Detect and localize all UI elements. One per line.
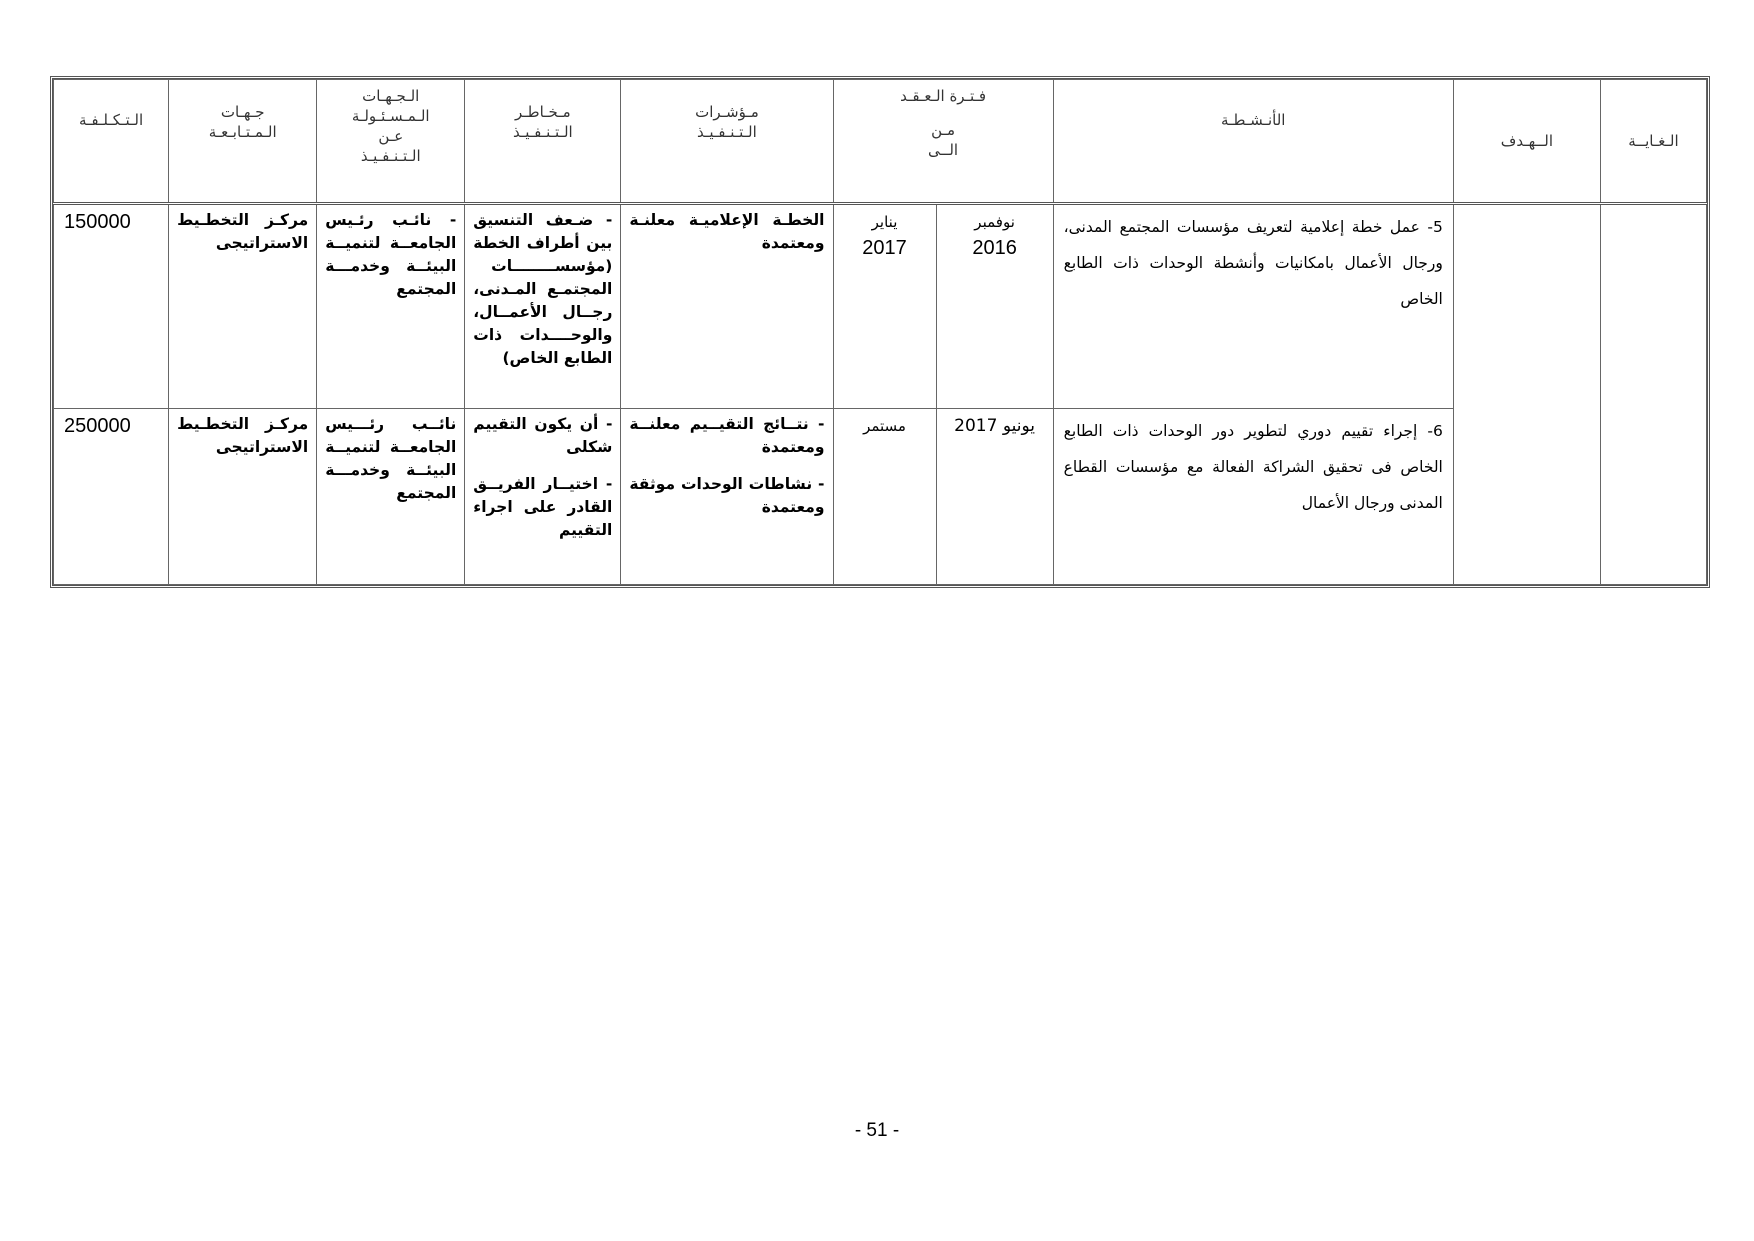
header-risks-line2: الـتـنـفـيـذ — [512, 123, 573, 141]
objective-cell — [1453, 204, 1600, 585]
header-period-title: فـتـرة الـعـقـد — [900, 87, 987, 105]
indicator-text: الخطـة الإعلاميـة معلنـة ومعتمدة — [629, 211, 825, 252]
header-responsible-line4: الـتـنـفـيـذ — [360, 147, 421, 165]
period-to-cell — [833, 409, 936, 585]
header-responsible-line3: عـن — [378, 127, 404, 145]
risk-text: - ضـعف التنسيق بين أطراف الخطة (مؤسســــــــات المجتمـع المـدنى، رجــال الأعمــال، والوحــــدات ذات الطابع الخاص) — [473, 211, 613, 367]
cost-cell: 150000 — [54, 204, 169, 409]
indicators-cell — [621, 204, 833, 409]
responsible-cell: نائــب رئـــيس الجامعــة لتنميــة البيئــة وخدمـــة المجتمع — [317, 409, 465, 585]
plan-table — [53, 79, 1707, 585]
header-period — [833, 80, 1053, 204]
risk-text: - أن يكون التقييم شكلى — [473, 415, 613, 456]
header-responsible — [317, 80, 465, 204]
risks-cell — [465, 409, 621, 585]
header-row — [54, 80, 1707, 204]
activity-cell: 5- عمل خطة إعلامية لتعريف مؤسسات المجتمع المدنى، ورجال الأعمال بامكانيات وأنشطة الوحدات ذات الطابع الخاص — [1053, 204, 1453, 409]
header-followup — [169, 80, 317, 204]
header-objective: الــهـدف — [1453, 80, 1600, 204]
header-risks-line1: مـخـاطـر — [514, 103, 571, 121]
period-to-year: 2017 — [862, 237, 907, 259]
indicators-cell — [621, 409, 833, 585]
period-to-month: مستمر — [863, 417, 906, 435]
responsible-cell: - نائـب رئـيس الجامعــة لتنميــة البيئــة وخدمـــة المجتمع — [317, 204, 465, 409]
period-from-cell — [936, 204, 1053, 409]
risk-text: - اختيــار الفريــق القادر على اجراء التقييم — [473, 475, 613, 539]
header-risks — [465, 80, 621, 204]
header-period-to: الــى — [928, 141, 959, 159]
indicator-text: - نتــائج التقيــيم معلنــة ومعتمدة — [629, 415, 825, 456]
header-indicators — [621, 80, 833, 204]
goal-cell — [1600, 204, 1706, 585]
period-to-cell — [833, 204, 936, 409]
header-goal: الـغـايــة — [1600, 80, 1706, 204]
header-responsible-line1: الـجـهـات — [362, 87, 420, 105]
period-from-month: يونيو 2017 — [954, 416, 1035, 436]
header-indicators-line2: الـتـنـفـيـذ — [697, 123, 757, 141]
period-from-year: 2016 — [972, 237, 1017, 259]
indicator-text: - نشاطات الوحدات موثقة ومعتمدة — [629, 475, 825, 516]
period-to-month: يناير — [871, 213, 898, 231]
followup-cell: مركـز التخطـيط الاستراتيجى — [169, 409, 317, 585]
period-from-month: نوفمبر — [974, 213, 1015, 231]
cost-cell: 250000 — [54, 409, 169, 585]
header-followup-line1: جـهـات — [220, 103, 265, 121]
plan-table-frame — [50, 76, 1710, 588]
header-period-from: مـن — [931, 121, 955, 139]
risks-cell — [465, 204, 621, 409]
page-number: - 51 - — [854, 1120, 900, 1141]
header-responsible-line2: الـمـسـئـولـة — [351, 107, 430, 125]
header-cost: الـتـكـلـفـة — [54, 80, 169, 204]
header-indicators-line1: مـؤشـرات — [695, 103, 759, 121]
table-row — [54, 204, 1707, 409]
followup-cell: مركـز التخطـيط الاستراتيجى — [169, 204, 317, 409]
header-activities: الأنـشـطـة — [1053, 80, 1453, 204]
period-from-cell — [936, 409, 1053, 585]
header-followup-line2: الـمـتـابـعـة — [208, 123, 277, 141]
activity-cell: 6- إجراء تقييم دوري لتطوير دور الوحدات ذات الطابع الخاص فى تحقيق الشراكة الفعالة مع مؤسسات القطاع المدنى ورجال الأعمال — [1053, 409, 1453, 585]
